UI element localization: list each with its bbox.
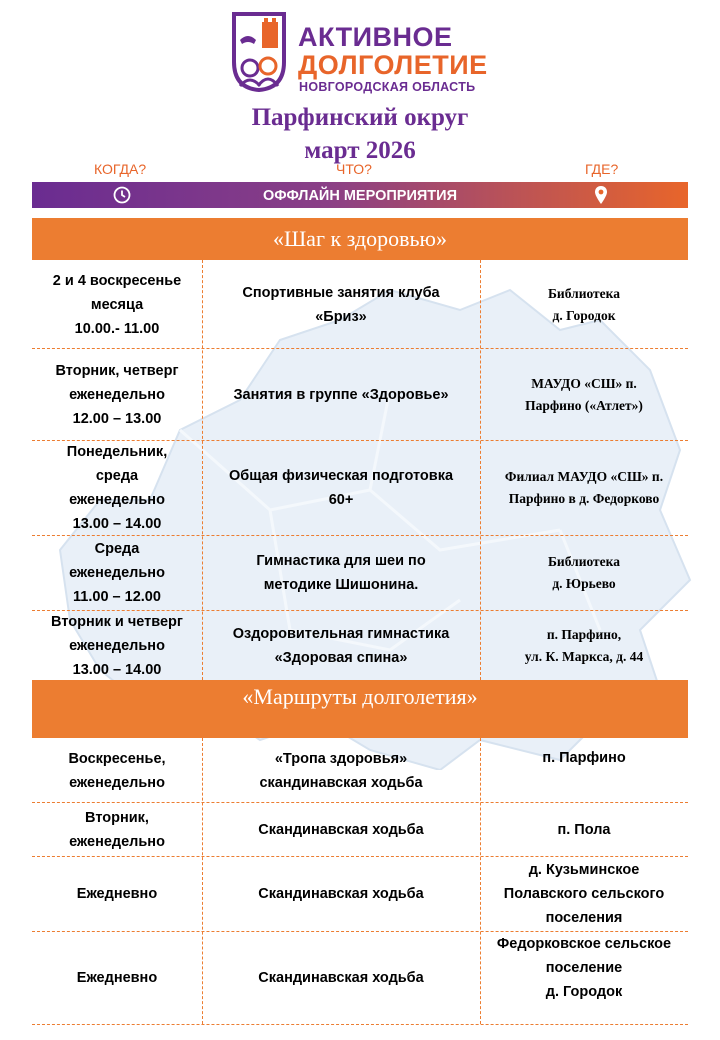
table-row (32, 611, 688, 680)
row-what: Общая физическая подготовка 60+ (228, 468, 454, 508)
table-row (32, 857, 688, 931)
row-when: Воскресенье, еженедельно (68, 751, 166, 791)
table-row (32, 803, 688, 856)
row-what: Скандинавская ходьба (258, 886, 424, 902)
row-divider (32, 802, 688, 803)
table-row (32, 740, 688, 802)
row-what: «Тропа здоровья» скандинавская ходьба (259, 751, 423, 791)
row-what: Оздоровительная гимнастика «Здоровая спина» (232, 625, 450, 666)
row-what: Скандинавская ходьба (258, 970, 424, 986)
row-when: Среда еженедельно 11.00 – 12.00 (69, 541, 165, 605)
row-where: Библиотека д. Городок (548, 286, 620, 323)
section-header-longevity-routes: «Маршруты долголетия» (32, 680, 688, 738)
logo (228, 10, 498, 96)
row-divider (32, 348, 688, 349)
logo-emblem-icon (228, 10, 290, 92)
row-what: Гимнастика для шеи по методике Шишонина. (256, 553, 426, 593)
row-where: п. Парфино, ул. К. Маркса, д. 44 (524, 626, 644, 664)
column-header-when: КОГДА? (94, 161, 147, 177)
row-what: Спортивные занятия клуба «Бриз» (242, 285, 440, 325)
row-divider (32, 931, 688, 932)
column-divider (202, 738, 203, 1024)
row-when: Ежедневно (76, 970, 158, 986)
row-where: п. Парфино (542, 750, 626, 766)
row-divider (32, 856, 688, 857)
location-pin-icon (594, 185, 608, 205)
row-when: Вторник, еженедельно (69, 809, 165, 850)
column-header-what: ЧТО? (336, 161, 372, 177)
column-divider (480, 260, 481, 680)
page-period: март 2026 (304, 137, 416, 164)
row-when: Вторник и четверг еженедельно 13.00 – 14.00 (51, 613, 183, 678)
row-where: п. Пола (557, 821, 611, 838)
row-where: д. Кузьминское Полавского сельского поселения (503, 862, 665, 926)
table-row (32, 441, 688, 535)
row-where: Филиал МАУДО «СШ» п. Парфино в д. Федорково (504, 469, 664, 506)
row-divider (32, 535, 688, 536)
row-when: Понедельник, среда еженедельно 13.00 – 14.00 (66, 444, 168, 532)
row-what: Скандинавская ходьба (258, 821, 424, 838)
row-divider (32, 440, 688, 441)
row-where: Библиотека д. Юрьево (548, 554, 620, 591)
column-divider (202, 260, 203, 680)
row-when: Вторник, четверг еженедельно 12.00 – 13.00 (55, 362, 179, 427)
logo-region: НОВГОРОДСКАЯ ОБЛАСТЬ (299, 80, 476, 94)
table-row (32, 536, 688, 610)
offline-events-band (32, 182, 688, 208)
column-header-where: ГДЕ? (585, 161, 619, 177)
logo-title: АКТИВНОЕ (298, 22, 453, 52)
section-header-health-step: «Шаг к здоровью» (32, 218, 688, 260)
band-label: ОФФЛАЙН МЕРОПРИЯТИЯ (262, 188, 457, 204)
row-when: Ежедневно (76, 886, 158, 902)
table-row (32, 932, 688, 1024)
page-title: Парфинский округ (251, 104, 469, 131)
table-row (32, 349, 688, 440)
row-divider (32, 610, 688, 611)
table-row (32, 262, 688, 348)
row-when: 2 и 4 воскресенье месяца 10.00.- 11.00 (52, 273, 182, 337)
logo-subtitle: ДОЛГОЛЕТИЕ (298, 50, 488, 80)
row-where: МАУДО «СШ» п. Парфино («Атлет») (525, 375, 643, 413)
row-where: Федорковское сельское поселение д. Городок (496, 936, 672, 1000)
row-divider (32, 1024, 688, 1025)
column-divider (480, 738, 481, 1024)
row-what: Занятия в группе «Здоровье» (233, 386, 449, 403)
